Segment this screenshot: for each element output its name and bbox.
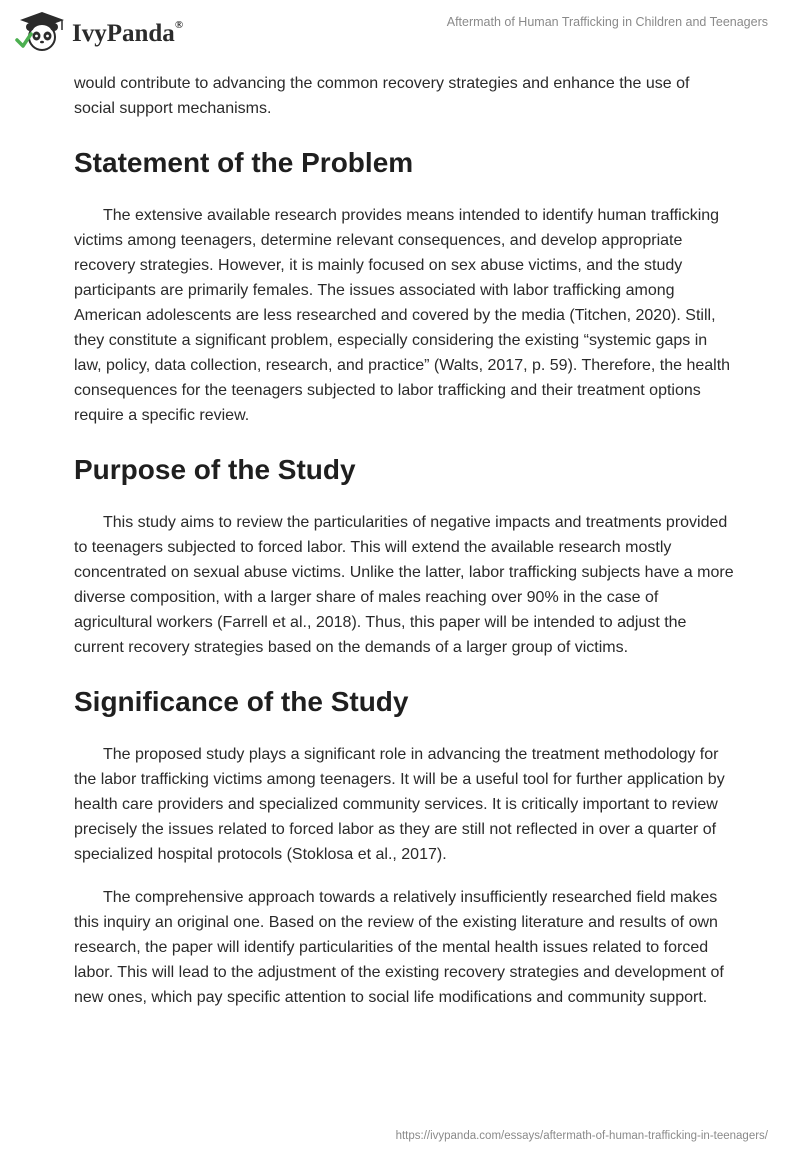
- page-header: [0, 0, 800, 70]
- ivypanda-logo[interactable]: [14, 10, 183, 54]
- heading-purpose-of-study: Purpose of the Study: [74, 454, 356, 485]
- essay-body: [74, 71, 734, 1010]
- significance-paragraph-1: The proposed study plays a significant role in advancing the treatment methodology for the labor trafficking victims among teenagers. It will be a useful tool for further application by health care providers and specialized community services. It is critically important to review precisely the issues related to forced labor as they are still not reflected in over a quarter of specialized hospital protocols (Stoklosa et al., 2017).: [74, 746, 725, 863]
- significance-paragraph-2: The comprehensive approach towards a relatively insufficiently researched field makes this inquiry an original one. Based on the review of the existing literature and results of own research, the paper will identify particularities of the mental health issues related to forced labor. This will lead to the adjustment of the existing recovery strategies and development of new ones, which pay specific attention to social life modifications and community support.: [74, 889, 724, 1006]
- heading-significance-of-study: Significance of the Study: [74, 686, 409, 717]
- intro-paragraph-tail: would contribute to advancing the common recovery strategies and enhance the use of social support mechanisms.: [74, 75, 690, 117]
- logo-wordmark: IvyPanda®: [72, 18, 184, 47]
- source-url[interactable]: https://ivypanda.com/essays/aftermath-of-human-trafficking-in-teenagers/: [395, 1130, 768, 1142]
- panda-graduate-icon: [14, 10, 70, 54]
- purpose-paragraph: This study aims to review the particularities of negative impacts and treatments provided to teenagers subjected to forced labor. This will extend the available research mostly concentrated on sexual abuse victims. Unlike the latter, labor trafficking subjects have a more diverse composition, with a larger share of males reaching over 90% in the case of agricultural workers (Farrell et al., 2018). Thus, this paper will be intended to adjust the current recovery strategies based on the demands of a larger group of victims.: [74, 514, 734, 656]
- heading-statement-of-problem: Statement of the Problem: [74, 147, 414, 178]
- document-title: Aftermath of Human Trafficking in Children and Teenagers: [446, 15, 768, 29]
- problem-paragraph: The extensive available research provides means intended to identify human trafficking victims among teenagers, determine relevant consequences, and develop appropriate recovery strategies. However, it is mainly focused on sex abuse victims, and the study participants are primarily females. The issues associated with labor trafficking among American adolescents are less researched and covered by the media (Titchen, 2020). Still, they constitute a significant problem, especially considering the existing “systemic gaps in law, policy, data collection, research, and practice” (Walts, 2017, p. 59). Therefore, the health consequences for the teenagers subjected to labor trafficking and their treatment options require a specific review.: [74, 207, 731, 424]
